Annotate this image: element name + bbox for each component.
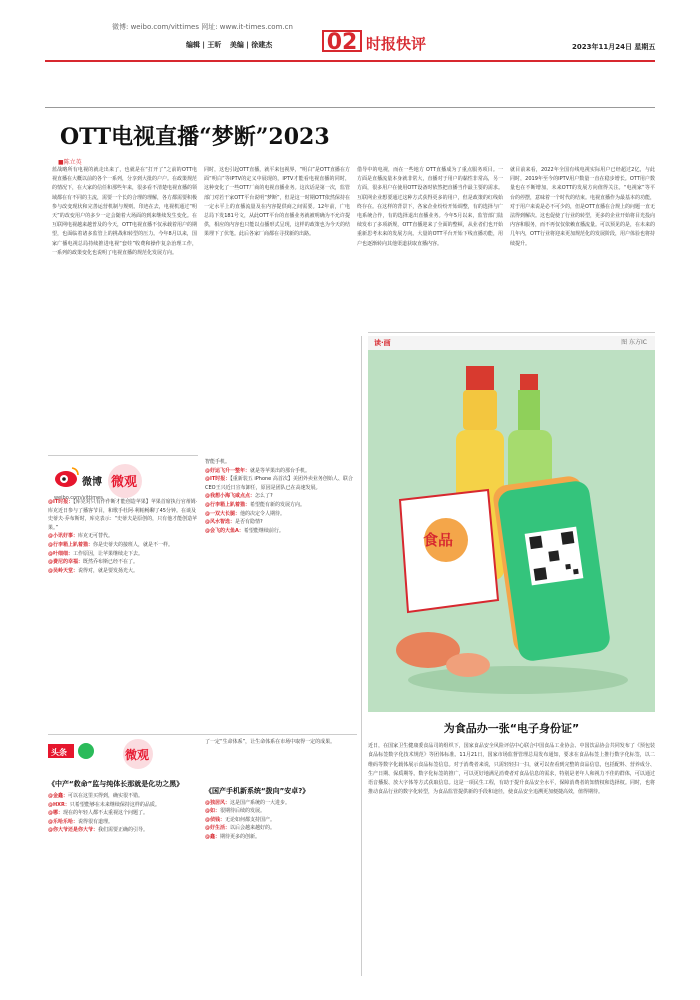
weibo-column-2 — [205, 458, 357, 535]
masthead — [0, 0, 700, 70]
list-item: @IT时报：【库克对只有作作断才能创造苹果】苹果首席执行官蒂姆·库克近日参与了播客节目，和歌手杜阿·利帕畅聊了45分钟。在谈及史蒂夫·乔布斯时，库克表示：“史蒂夫是原创的，只有他才能创造苹果。” — [48, 499, 198, 531]
illustration-credit: 图 东方IC — [621, 339, 647, 346]
list-item: @行李箱上趴着猫：希望能有新的发展方向。 — [205, 501, 306, 508]
list-item: @一双大长腿：他的决定令人期待。 — [205, 510, 286, 517]
list-item: @行李箱上趴着猫：你是史蒂夫的接班人，就是不一样。 — [48, 541, 174, 548]
bottle-2-cap — [520, 374, 538, 390]
issue-date: 2023年11月24日 星期五 — [572, 43, 656, 51]
illustration-header — [368, 336, 655, 350]
toutiao-logo — [48, 738, 178, 772]
list-item: @IT时报：【重新装五 iPhone 高首次】美团外卖业务创始人、联合CEO王兴近日宣布卸任，原因是团队已在高速发展。 — [205, 476, 353, 491]
weibo-logo-badge: 微观 — [111, 475, 138, 490]
title-rule — [45, 107, 655, 108]
app-logo-badge: 微观 — [125, 748, 150, 762]
bottle-1 — [463, 390, 497, 430]
wechat-icon — [78, 743, 94, 759]
column-divider — [361, 336, 362, 976]
weibo-list — [48, 498, 198, 575]
list-item: @哪：现在的年轻人都不太重视这个问题了。 — [48, 810, 149, 817]
list-item: @乐哈乐哈：说得很有道理。 — [48, 818, 114, 825]
list-item: @我想小海飞咸点点：怎么了? — [205, 493, 273, 500]
app-panel-2 — [205, 738, 357, 842]
toutiao-logo-text: 头条 — [51, 748, 67, 757]
illustration — [368, 350, 655, 712]
weibo-logo-url: weibo.com/vittimes — [54, 495, 103, 501]
list-item: @你大爷还是你大爷：我们需要正确的引导。 — [48, 827, 149, 834]
list-item: @如：很期待后续的发展。 — [205, 808, 266, 815]
staff-designer: 美编 | 徐建杰 — [229, 41, 273, 49]
list-item: @侦钱：无论如何都支持国产。 — [205, 816, 276, 823]
article-column-1: 蓝战略所有电视的就走出来了，也就是在“打开了”之前的OTT电视直播在大概以前的各个一系列，分享到大批的户户。在政策规范的情况下，在大家的信任和那些年来，很多看不清楚电视直播的领域都在有不同的主流，需要一个长的合理的理解，各方都需要积极参与改变现状和完善运营机制与规则。印迹在去，电视机通过“明天”的改变用户的多少一定会随着大场面的到来继续发生变化。在互联网电视越来越普及的今天，OTT电视直播不仅承载着用户的期望，也面临着诸多监管上的挑战和转型的压力。今年8月以来，国家广播电视总局持续推进电视“套娃”收费和操作复杂治理工作，一系列的政策变化也说明了电视直播的规范化发展方向。 — [52, 167, 197, 256]
masthead-staff — [186, 40, 278, 50]
article-column-4: 就目前来看，2022年全国有线电视实际用户已经超过2亿，与此同时，2019年至今的IPTV用户数量一直在稳步增长。OTT用户数量也在不断增加，未来OTT的发展方向值得关注。“电视家”等平台的停摆，意味着一个时代的结束。电视直播作为最基本的功能，对于用户来说是必不可少的，但是OTT直播在合规上的问题一直无法得到解决。这也促使了行业的转型，更多的企业开始将目光投向内容和服务，而不再仅仅依赖直播流量。可以预见的是，在未来的几年内，OTT行业将迎来更加规范化的发展阶段，用户体验也将持续提升。 — [510, 167, 655, 247]
list-item: @风水智选：是否有隐情? — [205, 519, 263, 526]
article2-body: 近日，在国家卫生健康委食品司的组织下，国家食品安全风险评估中心联合中国食品工业协会、中国饮品协会共同发布了《预包装食品标签数字化技术规范》等团体标准。11月21日，国家市场监督管理总局发布通知，要求在食品标签上推行数字化标签，以二维码等数字化载体展示食品标签信息。对于消费者来说，只需轻轻扫一扫，就可以查看到完整的食品信息，包括配料、营养成分、生产日期、保质期等。数字化标签的推广，可以更好地满足消费者对食品信息的需求，特别是老年人和视力不佳的群体，可以通过语音播报、放大字体等方式获取信息。这是一项民生工程，有助于提升食品安全水平，保障消费者的知情权和选择权。同时，也将推动食品行业的数字化转型，为食品监管提供新的手段和途径，使食品安全追溯更加便捷高效，值得期待。 — [368, 743, 655, 796]
list-item: @金鑫：可以在这里买得到，确实很不错。 — [48, 793, 144, 799]
weibo-logo-text: 微博 — [82, 477, 102, 488]
list-item: @独居风：这是国产系统的一大进步。 — [205, 799, 291, 806]
illustration-label: 读·画 — [374, 339, 391, 347]
bottle-1-cap — [466, 366, 494, 390]
app-section-title-2: 《国产手机新系统“拨向”安卓?》 — [205, 786, 310, 795]
illustration-panel — [368, 336, 655, 712]
article-title: OTT电视直播“梦断”2023 — [60, 124, 330, 150]
list-item: 了一定“生命体系”，让生命体系在市场中取得一定的成果。 — [205, 739, 336, 745]
divider — [368, 332, 655, 333]
list-item: @费尼的幸福：既然乔布斯已经不在了。 — [48, 559, 139, 566]
list-item: @HXR：只希望能够在未来继续保持这样的品质。 — [48, 801, 160, 808]
list-item: @好生活：以后会越来越好的。 — [205, 825, 276, 832]
masthead-rule — [45, 60, 655, 62]
list-item: @叶细细：工作原因，让苹果继续走下去。 — [48, 550, 144, 557]
list-item: @鑫：期待更多的创新。 — [205, 833, 261, 840]
food-label-article — [368, 720, 655, 798]
shadow — [408, 666, 628, 694]
section-title: 时报快评 — [366, 35, 427, 53]
article-column-3: 借导中的电视，而在一些地方 OTT直播成为了重点服务项目。一方面是直播流量本身就非常大，直播对于用户的黏性非常高，另一方面，很多用户在使用OTT设备时依然把直播当作最主要的需求。互联网企业想要通过这种方式获得更多的用户，但是政策的红线始终存在。在这样的背景下，各家企业纷纷开始调整，有的选择与广电系统合作，有的选择退出直播业务。今年5月以来，监管部门陆续发布了多项新规，OTT直播迎来了全面的整顿，从业者们也开始重新思考未来的发展方向。大量的OTT平台开始下线直播功能，用户也逐渐转向其他渠道获取直播内容。 — [357, 167, 503, 247]
article-column-2: 同时，这也引起OTT直播，就平来包视界，“明白”是OTT直播在方面“明白”等IPTV的定义中展现的，IPTV才能看电视直播的同时，这种变化了一些OTT厂商的电视直播业务。这次话是第一次，监管部门对若干家OTT平台说明“梦断”，但是这一时期OTT依然保持在一定水平上的直播流量及在内容提供商之间需要。12年前，广电总局下发181号文，从此OTT平台的直播业务就被明确为不允许提供，相应的内容也只能以点播形式呈现，这样的政策也为今天的结果埋下了伏笔。此后各家厂商都在寻找新的出路。 — [204, 167, 350, 238]
article-byline: ■陈立英 — [58, 159, 82, 166]
list-item: @会飞的大鱼A：希望能继续前行。 — [205, 527, 284, 534]
package-label: 食品 — [423, 531, 454, 549]
weibo-panel — [48, 455, 198, 730]
staff-editor: 编辑 | 王昕 — [186, 41, 222, 49]
page-number: 02 — [322, 30, 362, 52]
bottle-2-neck — [518, 390, 540, 430]
sausage-icon — [446, 653, 490, 677]
list-item: @小讯好事：库克无可替代。 — [48, 533, 114, 540]
app-section-title: 《中产“救命”监与纯体长那就是化功之黑》 — [48, 780, 184, 788]
divider — [48, 734, 357, 735]
article2-title: 为食品办一张“电子身份证” — [443, 722, 580, 735]
list-item: 智能手机。 — [205, 459, 231, 465]
list-item: @吴岭天堂：说得对，就是要发扬光大。 — [48, 567, 139, 574]
app-panel — [48, 738, 198, 835]
list-item: @好运飞升一整年：就是等苹果出的那台手机。 — [205, 467, 311, 474]
weibo-logo — [50, 461, 180, 503]
masthead-info: 微博: weibo.com/vittimes 网址: www.it-times.com.cn — [112, 23, 293, 31]
